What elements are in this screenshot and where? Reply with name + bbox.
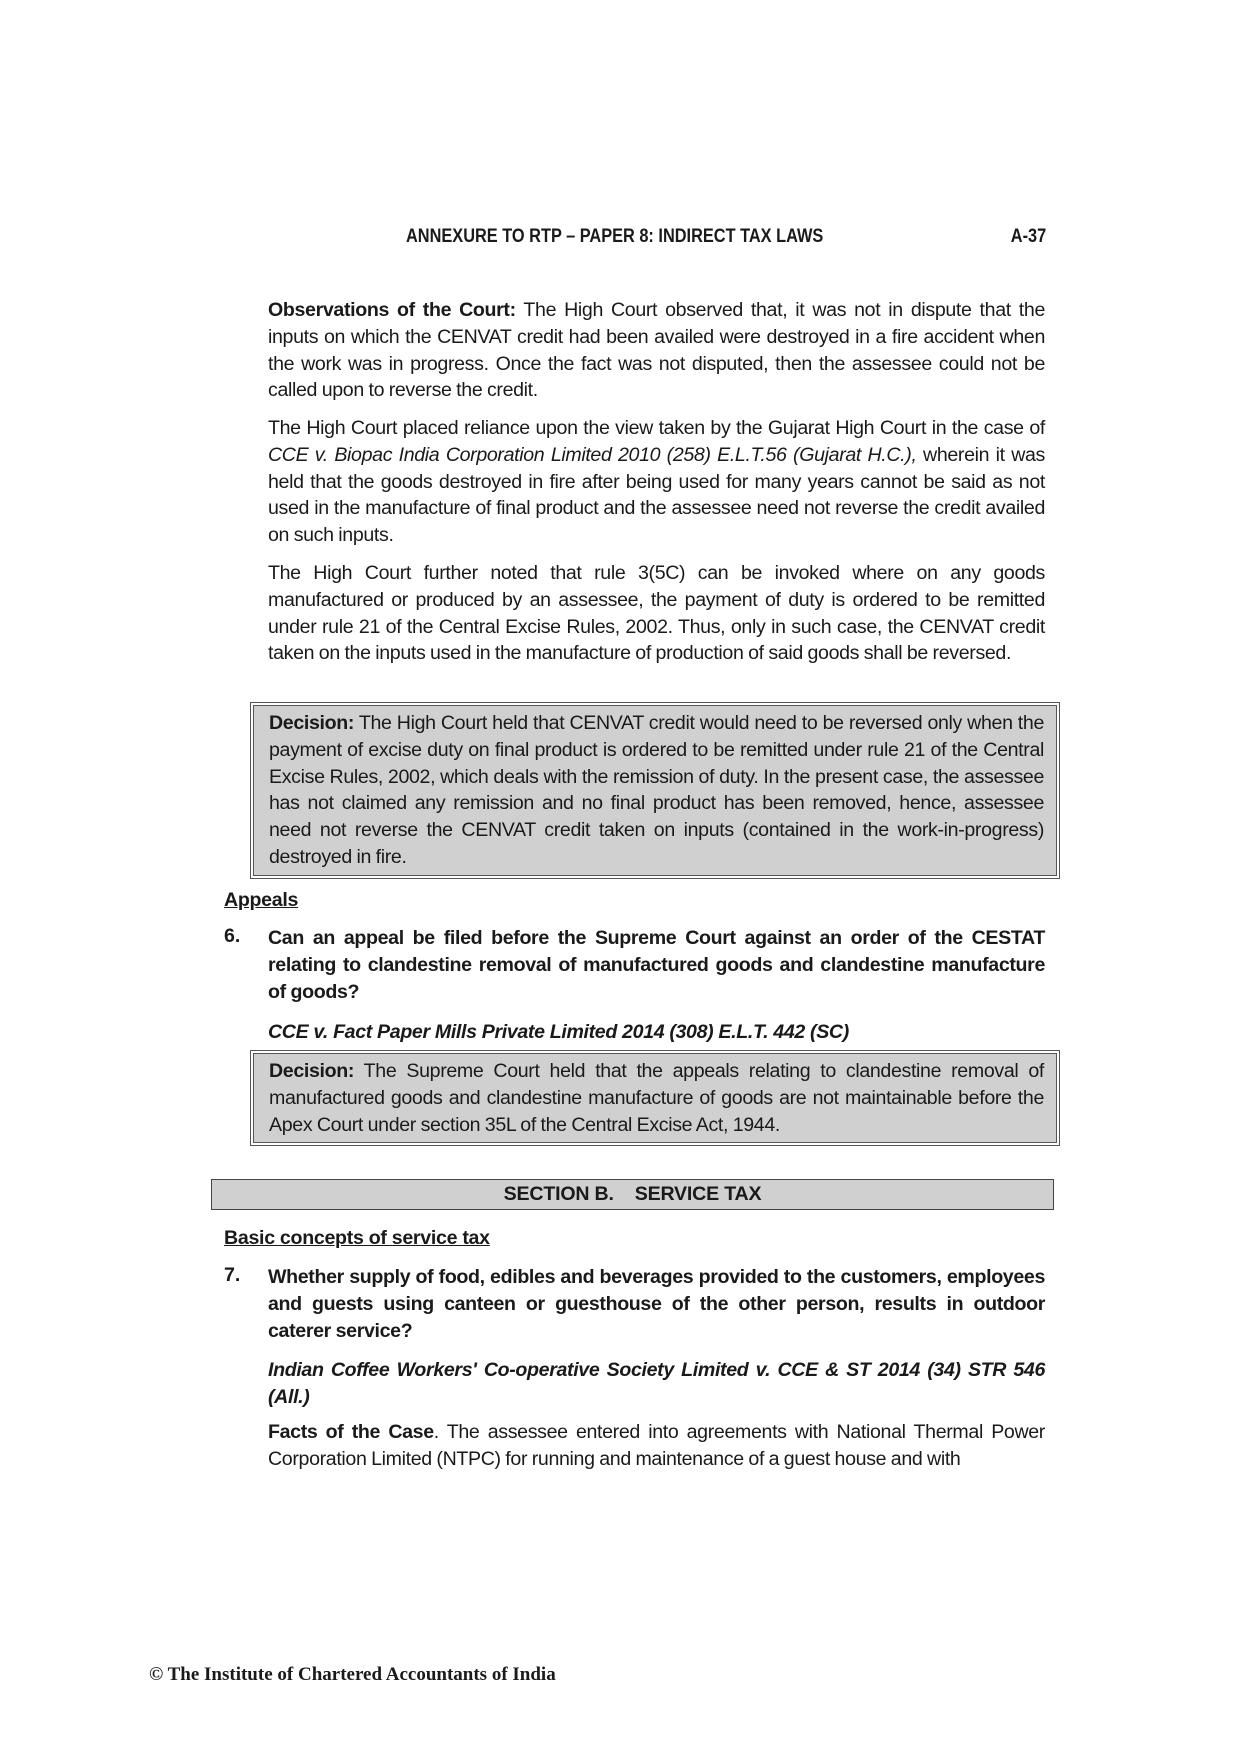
question-6-text: Can an appeal be filed before the Supreme Court against an order of the CESTAT relating to clandestine removal of manufactured goods and clandestine manufacture of goods? [268,927,1045,1003]
section-b-title: SECTION B. SERVICE TAX [503,1183,762,1205]
appeals-heading: Appeals [224,889,299,911]
section-b-banner [211,1179,1054,1210]
question-7-text: Whether supply of food, edibles and beverages provided to the customers, employees and guests using canteen or guesthouse of the other person, results in outdoor caterer service? [268,1266,1045,1342]
reliance-paragraph [268,415,1045,549]
copyright-footer: © The Institute of Chartered Accountants of India [149,1664,556,1685]
basic-concepts-heading: Basic concepts of service tax [224,1227,490,1249]
decision-text: The High Court held that CENVAT credit would need to be reversed only when the payment of excise duty on final product is ordered to be remitted under rule 21 of the Central Excise Rules, 2002, which deals with the remission of duty. In the present case, the assessee has not claimed any remission and no final product has been removed, hence, assessee need not reverse the CENVAT credit taken on inputs (contained in the work-in-progress) destroyed in fire. [269,712,1044,868]
reliance-case-citation: CCE v. Biopac India Corporation Limited 2010 (258) E.L.T.56 (Gujarat H.C.), [268,443,917,466]
facts-paragraph [268,1419,1045,1473]
decision-box-2 [253,1053,1057,1143]
decision-box-1 [253,705,1057,876]
decision-label: Decision: [269,1060,355,1082]
further-text: The High Court further noted that rule 3(5C) can be invoked where on any goods manufactured or produced by an assessee, the payment of duty is ordered to be remitted under rule 21 of the Central Excise Rules, 2002. Thus, only in such case, the CENVAT credit taken on the inputs used in the manufacture of production of said goods shall be reversed. [268,562,1045,665]
decision-text: The Supreme Court held that the appeals relating to clandestine removal of manufactured goods and clandestine manufacture of goods are not maintainable before the Apex Court under section 35L of the Central Excise Act, 1944. [269,1060,1044,1136]
decision-label: Decision: [269,712,355,734]
facts-label: Facts of the Case [268,1421,434,1443]
page-number: A-37 [1010,226,1046,247]
observations-paragraph [268,297,1045,404]
observations-label: Observations of the Court: [268,299,516,321]
reliance-text-post: wherein it was held that the goods destroyed in fire after being used for many years cannot be said as not used in the manufacture of final product and the assessee need not reverse the credit availed on such inputs. [268,443,1046,547]
observations-text: The High Court observed that, it was not in dispute that the inputs on which the CENVAT credit had been availed were destroyed in a fire accident when the work was in progress. Once the fact was not disputed, then the assessee could not be called upon to reverse the credit. [268,299,1045,402]
appeal-case-citation: CCE v. Fact Paper Mills Private Limited 2014 (308) E.L.T. 442 (SC) [268,1021,849,1043]
further-paragraph [268,560,1045,667]
question-number-6: 6. [224,925,241,947]
coffee-case-citation: Indian Coffee Workers' Co-operative Society Limited v. CCE & ST 2014 (34) STR 546 (All.) [268,1359,1045,1408]
reliance-text-pre: The High Court placed reliance upon the view taken by the Gujarat High Court in the case of [268,417,1045,439]
question-number-7: 7. [224,1264,241,1286]
header-title: ANNEXURE TO RTP – PAPER 8: INDIRECT TAX LAWS [406,226,824,247]
facts-text: . The assessee entered into agreements with National Thermal Power Corporation Limited (NTPC) for running and maintenance of a guest house and with [268,1421,1045,1470]
